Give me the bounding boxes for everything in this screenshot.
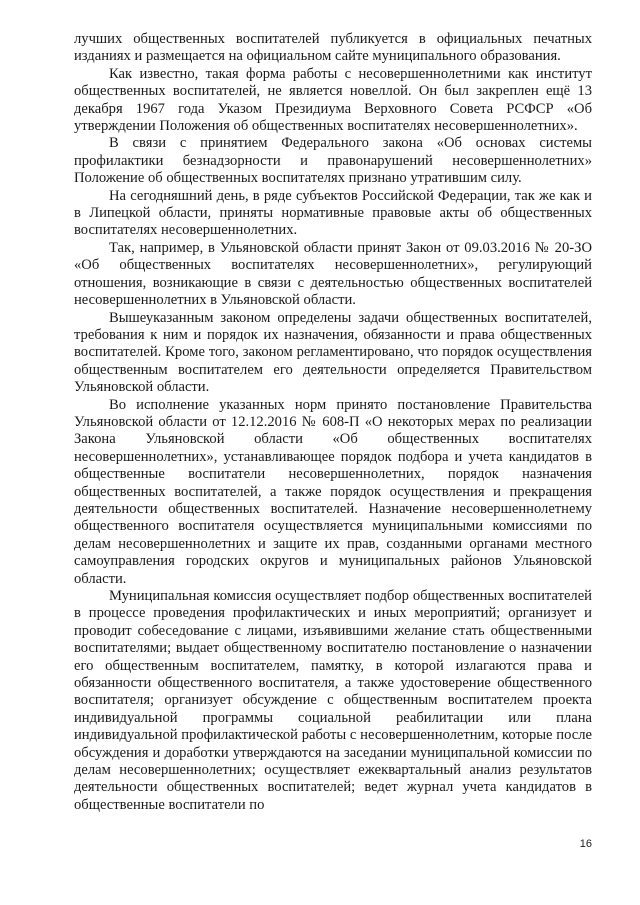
paragraph-4: На сегодняшний день, в ряде субъектов Российской Федерации, так же как и в Липецкой области, приняты нормативные правовые акты об общественных воспитателях несовершеннолетних. xyxy=(74,187,592,239)
paragraph-6: Вышеуказанным законом определены задачи общественных воспитателей, требования к ним и порядок их назначения, обязанности и права общественных воспитателей. Кроме того, законом регламентировано, что порядок осуществления общественным воспитателем его деятельности определяется Правительством Ульяновской области. xyxy=(74,309,592,396)
paragraph-2: Как известно, такая форма работы с несовершеннолетними как институт общественных воспитателей, не является новеллой. Он был закреплен ещё 13 декабря 1967 года Указом Президиума Верховного Совета РСФСР «Об утверждении Положения об общественных воспитателях несовершеннолетних». xyxy=(74,65,592,135)
page-number: 16 xyxy=(579,838,592,850)
paragraph-3: В связи с принятием Федерального закона «Об основах системы профилактики безнадзорности и правонарушений несовершеннолетних» Положение об общественных воспитателях признано утратившим силу. xyxy=(74,135,592,187)
body-text xyxy=(74,31,592,814)
paragraph-5: Так, например, в Ульяновской области принят Закон от 09.03.2016 № 20-ЗО «Об общественных воспитателях несовершеннолетних», регулирующий отношения, возникающие в связи с деятельностью общественных воспитателей несовершеннолетних в Ульяновской области. xyxy=(74,239,592,309)
paragraph-8: Муниципальная комиссия осуществляет подбор общественных воспитателей в процессе проведения профилактических и иных мероприятий; организует и проводит собеседование с лицами, изъявившими желание стать общественными воспитателями; выдает общественному воспитателю постановление о назначении его общественным воспитателем, памятку, в которой излагаются права и обязанности общественного воспитателя, а также удостоверение общественного воспитателя; организует обсуждение с общественным воспитателем проекта индивидуальной программы социальной реабилитации или плана индивидуальной профилактической работы с несовершеннолетним, которые после обсуждения и доработки утверждаются на заседании муниципальной комиссии по делам несовершеннолетних; осуществляет ежеквартальный анализ результатов деятельности общественных воспитателей; ведет журнал учета кандидатов в общественные воспитатели по xyxy=(74,588,592,813)
paragraph-7: Во исполнение указанных норм принято постановление Правительства Ульяновской области от 12.12.2016 № 608-П «О некоторых мерах по реализации Закона Ульяновской области «Об общественных воспитателях несовершеннолетних», устанавливающее порядок подбора и учета кандидатов в общественные воспитатели несовершеннолетних, порядок назначения общественных воспитателей, а также порядок осуществления и прекращения деятельности общественных воспитателей. Назначение несовершеннолетнему общественного воспитателя осуществляется муниципальными комиссиями по делам несовершеннолетних и защите их прав, созданными органами местного самоуправления городских округов и муниципальных районов Ульяновской области. xyxy=(74,396,592,587)
paragraph-1: лучших общественных воспитателей публикуется в официальных печатных изданиях и размещается на официальном сайте муниципального образования. xyxy=(74,31,592,65)
